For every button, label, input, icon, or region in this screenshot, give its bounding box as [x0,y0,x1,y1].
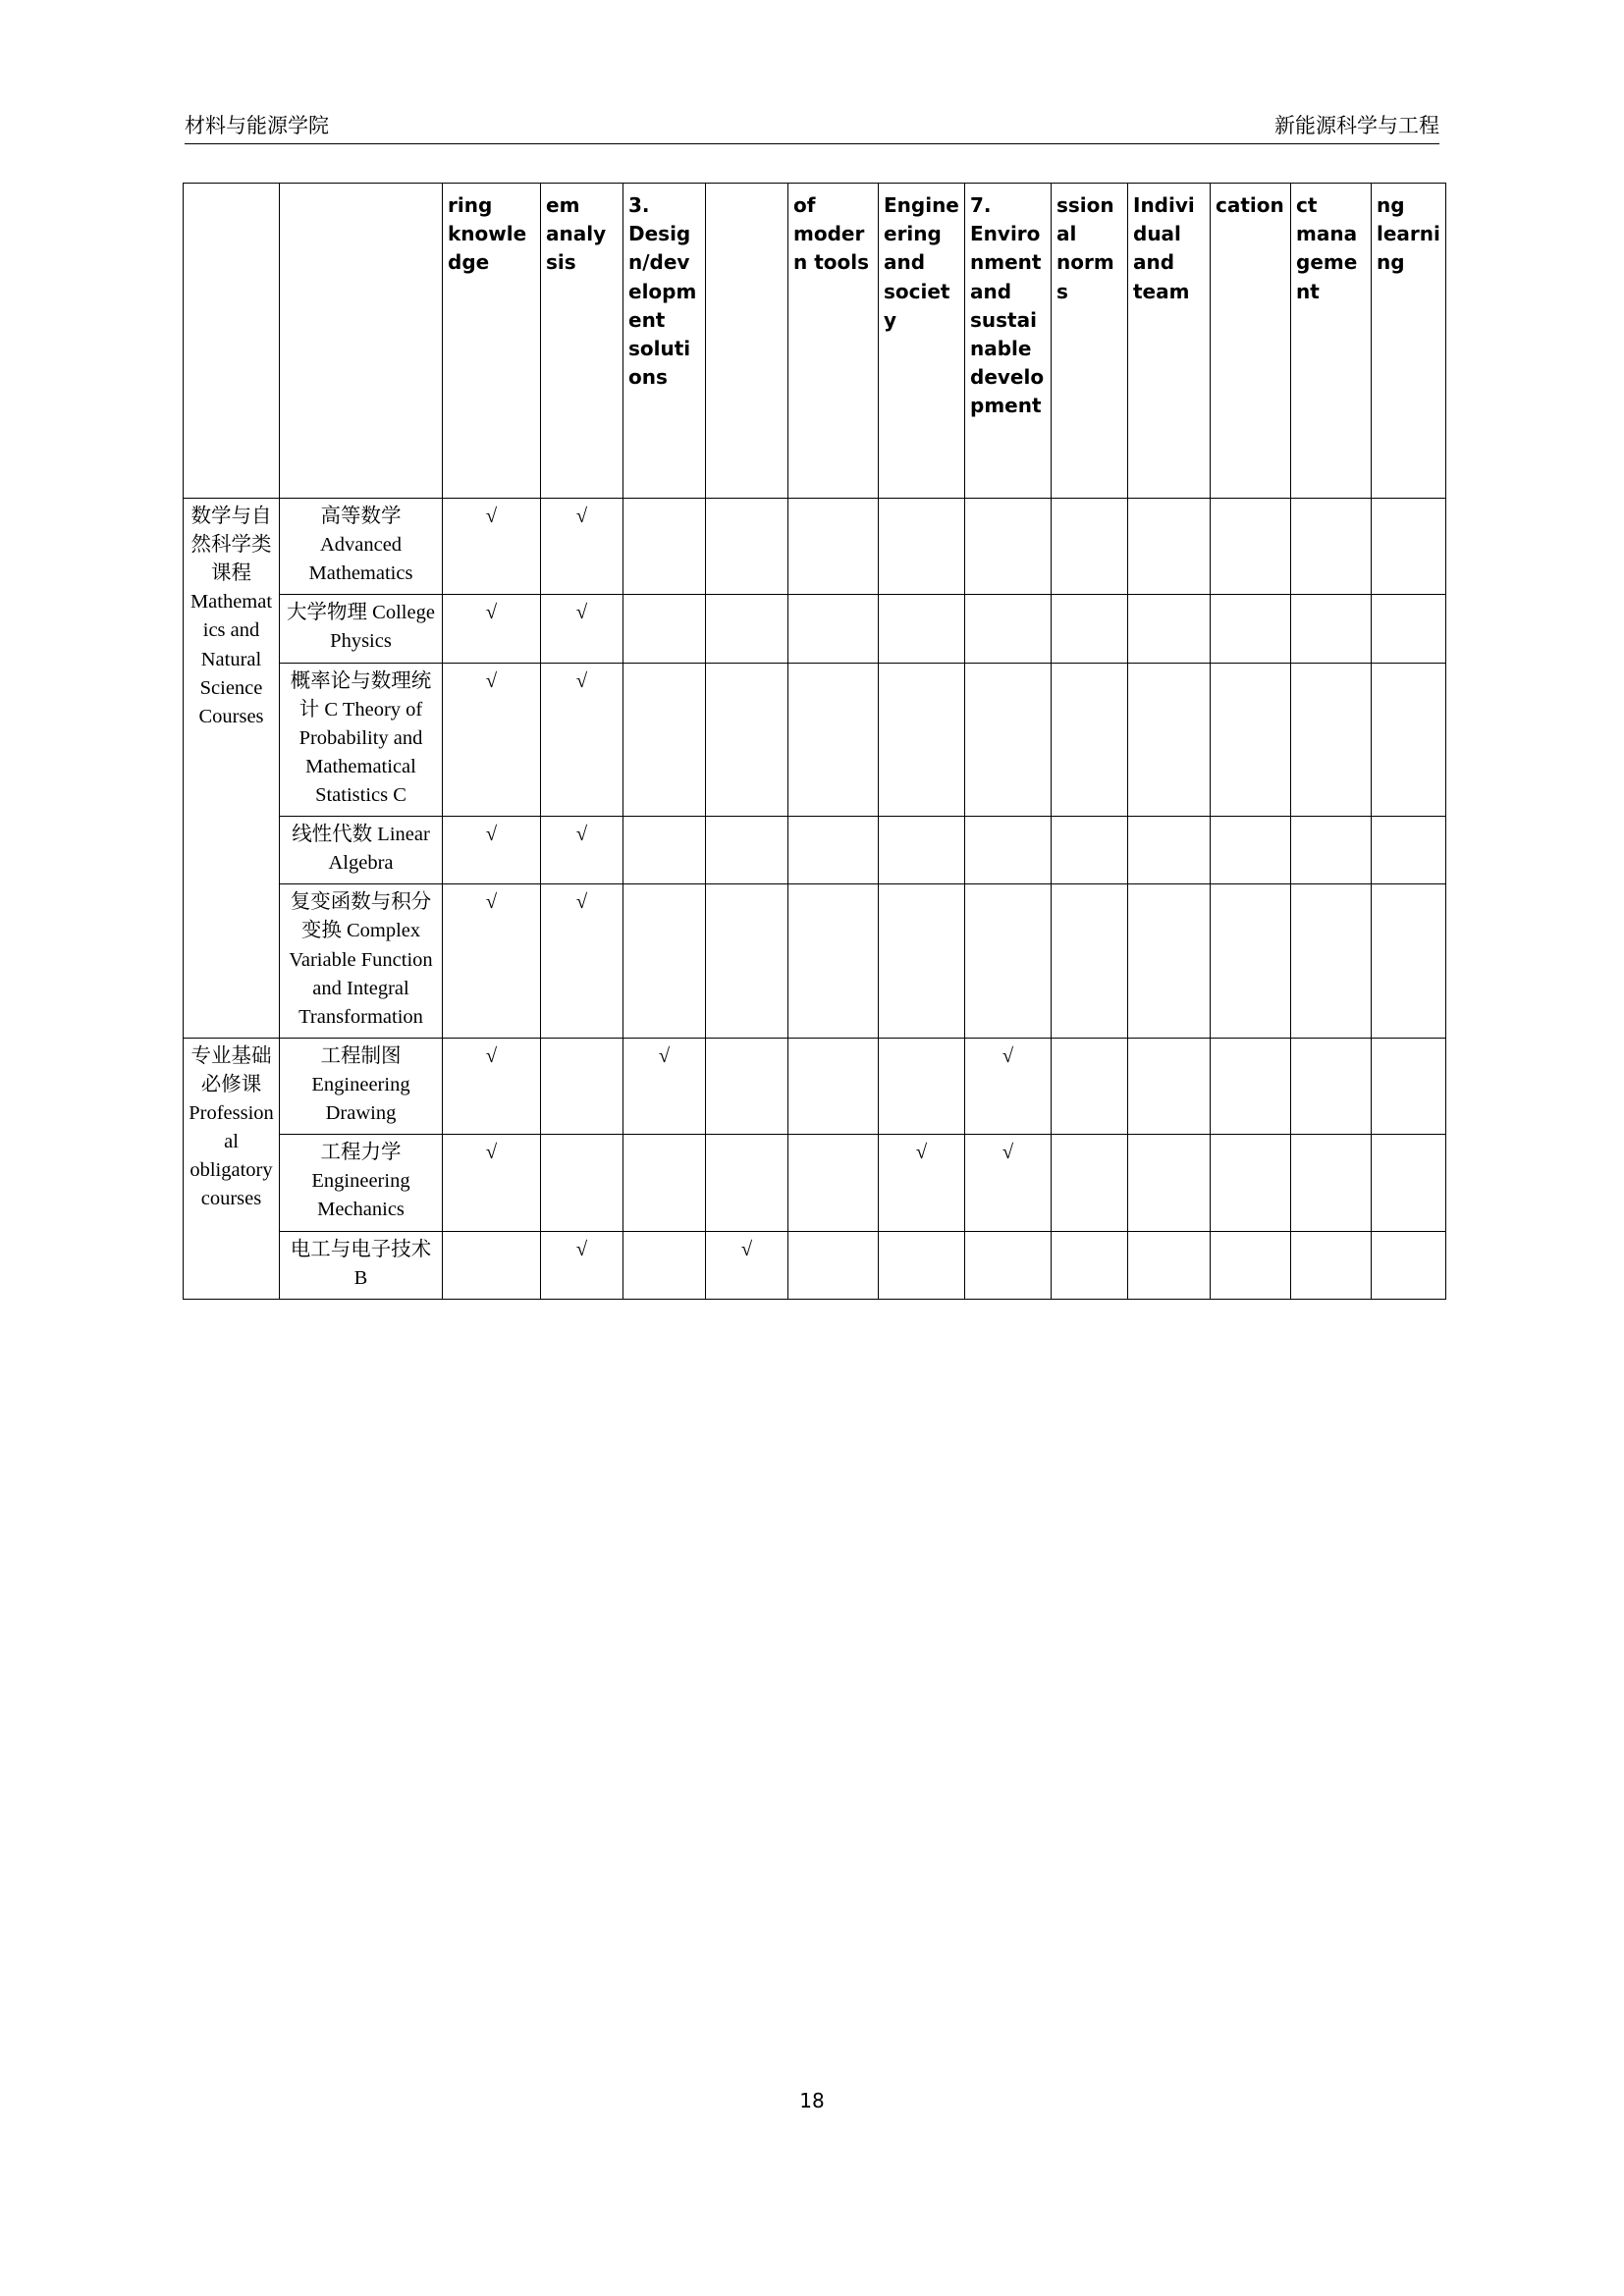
table-row [184,663,1446,817]
course-name: 高等数学 Advanced Mathematics [280,499,443,595]
mark-cell [965,884,1052,1039]
header-cell-design-development: 3. Design/development solutions [623,184,706,499]
mark-cell: √ [541,817,623,884]
mark-cell [788,1231,879,1299]
mark-cell [706,499,788,595]
mark-cell [1291,817,1372,884]
header-cell-environment-sustainable: 7. Environment and sustainable development [965,184,1052,499]
course-name: 大学物理 College Physics [280,595,443,663]
mark-cell [1052,595,1128,663]
mark-cell: √ [541,884,623,1039]
mark-cell [1128,1135,1211,1231]
mark-cell [1372,884,1446,1039]
mark-cell [788,595,879,663]
mark-cell: √ [541,499,623,595]
table-row [184,1038,1446,1134]
mark-cell: √ [541,663,623,817]
mark-cell [1052,663,1128,817]
table-row [184,884,1446,1039]
mark-cell [965,817,1052,884]
group-label-math-science: 数学与自然科学类课程 Mathematics and Natural Science Courses [184,499,280,1039]
mark-cell [1128,1231,1211,1299]
group-label-professional-obligatory: 专业基础必修课 Professional obligatory courses [184,1038,280,1299]
mark-cell: √ [443,1135,541,1231]
header-cell-modern-tools: of modern tools [788,184,879,499]
mark-cell: √ [443,1038,541,1134]
mark-cell [623,499,706,595]
mark-cell [541,1038,623,1134]
course-name: 概率论与数理统计 C Theory of Probability and Mathematical Statistics C [280,663,443,817]
mark-cell [706,817,788,884]
mark-cell: √ [706,1231,788,1299]
mark-cell [1211,884,1291,1039]
mark-cell [1291,1135,1372,1231]
mark-cell: √ [965,1135,1052,1231]
mark-cell: √ [443,595,541,663]
mark-cell [1291,499,1372,595]
mark-cell [623,884,706,1039]
mark-cell [1372,499,1446,595]
mark-cell [1211,1135,1291,1231]
course-name: 工程制图 Engineering Drawing [280,1038,443,1134]
mark-cell [788,884,879,1039]
table-row [184,1135,1446,1231]
mark-cell [1372,817,1446,884]
mark-cell [1211,817,1291,884]
header-divider [185,143,1439,144]
header-cell-lifelong-learning: ng learning [1372,184,1446,499]
mark-cell [965,1231,1052,1299]
mark-cell [623,1231,706,1299]
mark-cell [1211,499,1291,595]
mark-cell [706,595,788,663]
mark-cell [879,884,965,1039]
header-left-text: 材料与能源学院 [185,114,329,137]
mark-cell [1211,1231,1291,1299]
mark-cell [541,1135,623,1231]
mark-cell [1128,595,1211,663]
mark-cell [1211,595,1291,663]
mark-cell [788,817,879,884]
curriculum-matrix-table [183,183,1445,1300]
mark-cell: √ [443,663,541,817]
page-number: 18 [799,2089,825,2112]
mark-cell: √ [443,817,541,884]
mark-cell [706,1135,788,1231]
mark-cell [706,663,788,817]
mark-cell [1128,499,1211,595]
mark-cell [623,817,706,884]
mark-cell: √ [965,1038,1052,1134]
course-name: 工程力学 Engineering Mechanics [280,1135,443,1231]
mark-cell [1211,663,1291,817]
mark-cell [1372,1038,1446,1134]
mark-cell [1052,1231,1128,1299]
course-name: 复变函数与积分变换 Complex Variable Function and Integral Transformation [280,884,443,1039]
header-cell-engineering-society: Engineering and society [879,184,965,499]
mark-cell [1052,1038,1128,1134]
mark-cell [623,1135,706,1231]
mark-cell: √ [879,1135,965,1231]
mark-cell [623,595,706,663]
mark-cell [879,499,965,595]
mark-cell [1291,1038,1372,1134]
header-cell-project-management: ct management [1291,184,1372,499]
header-cell-course [280,184,443,499]
mark-cell [1128,663,1211,817]
mark-cell [788,1135,879,1231]
mark-cell [443,1231,541,1299]
mark-cell [1052,817,1128,884]
mark-cell [965,595,1052,663]
table-header-row [184,184,1446,499]
mark-cell [1052,884,1128,1039]
mark-cell [1291,1231,1372,1299]
header-cell-communication: cation [1211,184,1291,499]
mark-cell [706,1038,788,1134]
table-row [184,1231,1446,1299]
mark-cell [879,595,965,663]
mark-cell [1052,1135,1128,1231]
mark-cell [1128,884,1211,1039]
mark-cell [1291,884,1372,1039]
mark-cell [965,499,1052,595]
mark-cell: √ [541,1231,623,1299]
header-cell-group [184,184,280,499]
mark-cell [879,1038,965,1134]
header-cell-professional-norms: ssional norms [1052,184,1128,499]
header-cell-individual-team: Individual and team [1128,184,1211,499]
mark-cell [1291,663,1372,817]
mark-cell [879,817,965,884]
mark-cell [1372,1135,1446,1231]
mark-cell [1128,817,1211,884]
mark-cell [1372,1231,1446,1299]
mark-cell [1291,595,1372,663]
mark-cell: √ [443,499,541,595]
table-row [184,595,1446,663]
mark-cell [1128,1038,1211,1134]
mark-cell [1372,595,1446,663]
mark-cell [788,1038,879,1134]
mark-cell: √ [443,884,541,1039]
mark-cell [1372,663,1446,817]
mark-cell [788,499,879,595]
mark-cell [879,663,965,817]
header-cell-engineering-knowledge: ring knowledge [443,184,541,499]
mark-cell [788,663,879,817]
mark-cell [879,1231,965,1299]
mark-cell: √ [623,1038,706,1134]
table-row [184,817,1446,884]
header-cell-problem-analysis: em analysis [541,184,623,499]
mark-cell [1052,499,1128,595]
course-name: 线性代数 Linear Algebra [280,817,443,884]
header-right-text: 新能源科学与工程 [1274,114,1439,137]
mark-cell: √ [541,595,623,663]
mark-cell [623,663,706,817]
mark-cell [1211,1038,1291,1134]
mark-cell [706,884,788,1039]
header-cell-research [706,184,788,499]
table-row [184,499,1446,595]
mark-cell [965,663,1052,817]
course-name: 电工与电子技术 B [280,1231,443,1299]
